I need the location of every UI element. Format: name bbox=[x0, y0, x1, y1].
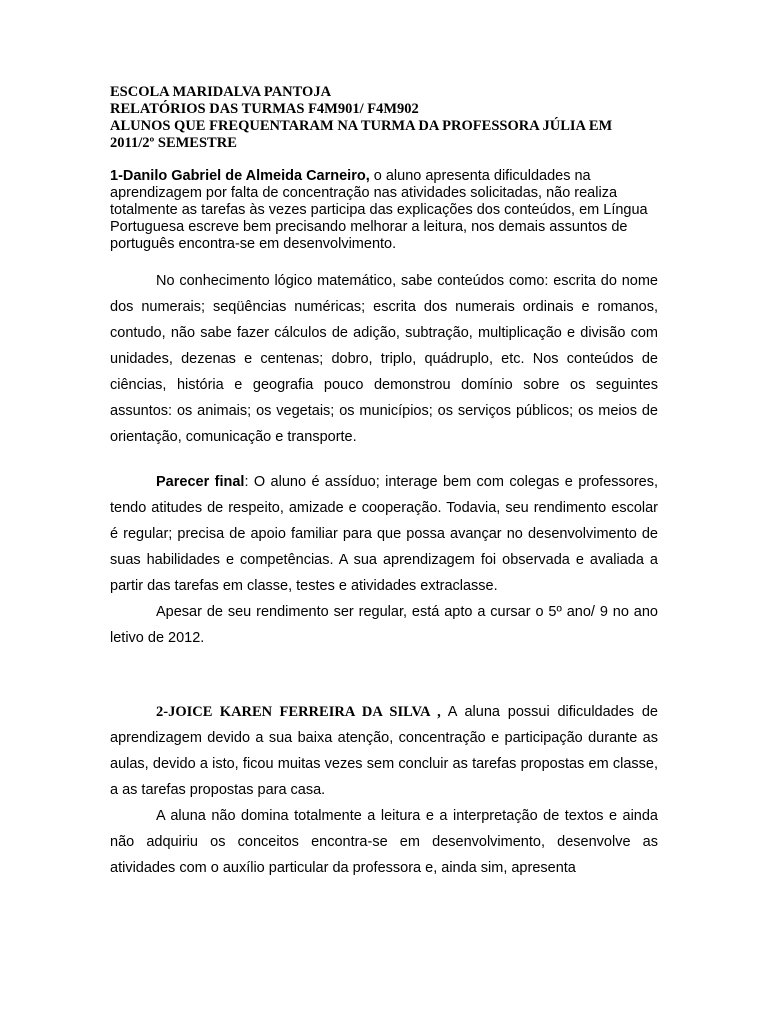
parecer-text: : O aluno é assíduo; interage bem com colegas e professores, tendo atitudes de respeito, amizade e cooperação. Todavia, seu rendimento escolar é regular; precisa de apoio familiar para que possa avançar no desenvolvimento de suas habilidades e competências. A sua aprendizagem foi observada e avaliada a partir das tarefas em classe, testes e atividades extraclasse. bbox=[110, 474, 658, 594]
document-header bbox=[110, 84, 658, 152]
student2-intro-text: A aluna possui dificuldades de aprendizagem devido a sua baixa atenção, concentração e participação durante as aulas, devido a isto, ficou muitas vezes sem concluir as tarefas propostas em classe, a as tarefas propostas para casa. bbox=[110, 704, 658, 798]
student1-apesar-paragraph: Apesar de seu rendimento ser regular, está apto a cursar o 5º ano/ 9 no ano letivo de 2012. bbox=[110, 604, 658, 646]
document-page bbox=[110, 84, 658, 881]
report-subtitle: ALUNOS QUE FREQUENTARAM NA TURMA DA PROFESSORA JÚLIA EM bbox=[110, 118, 613, 134]
school-name: ESCOLA MARIDALVA PANTOJA bbox=[110, 84, 332, 100]
student1-logico-paragraph: No conhecimento lógico matemático, sabe conteúdos como: escrita do nome dos numerais; seqüências numéricas; escrita dos numerais ordinais e romanos, contudo, não sabe fazer cálculos de adição, subtração, multiplicação e divisão com unidades, dezenas e centenas; dobro, triplo, quádruplo, etc. Nos conteúdos de ciências, história e geografia pouco demonstrou domínio sobre os seguintes assuntos: os animais; os vegetais; os municípios; os serviços públicos; os meios de orientação, comunicação e transporte. bbox=[110, 273, 658, 445]
student2-intro-paragraph bbox=[110, 699, 658, 803]
parecer-label: Parecer final bbox=[156, 474, 245, 490]
student1-parecer-paragraph bbox=[110, 469, 658, 599]
student1-intro-text: o aluno apresenta dificuldades na aprendizagem por falta de concentração nas atividades solicitadas, não realiza totalmente as tarefas às vezes participa das explicações dos conteúdos, em Língua Portuguesa escreve bem precisando melhorar a leitura, nos demais assuntos de português encontra-se em desenvolvimento. bbox=[110, 168, 648, 252]
student2-aluna-paragraph: A aluna não domina totalmente a leitura e a interpretação de textos e ainda não adquiriu os conceitos encontra-se em desenvolvimento, desenvolve as atividades com o auxílio particular da professora e, ainda sim, apresenta bbox=[110, 808, 658, 876]
student2-name: 2-JOICE KAREN FERREIRA DA SILVA , bbox=[156, 704, 441, 720]
report-period: 2011/2º SEMESTRE bbox=[110, 135, 237, 151]
student1-intro-paragraph bbox=[110, 168, 658, 253]
student1-name: 1-Danilo Gabriel de Almeida Carneiro, bbox=[110, 168, 370, 184]
report-title: RELATÓRIOS DAS TURMAS F4M901/ F4M902 bbox=[110, 101, 419, 117]
